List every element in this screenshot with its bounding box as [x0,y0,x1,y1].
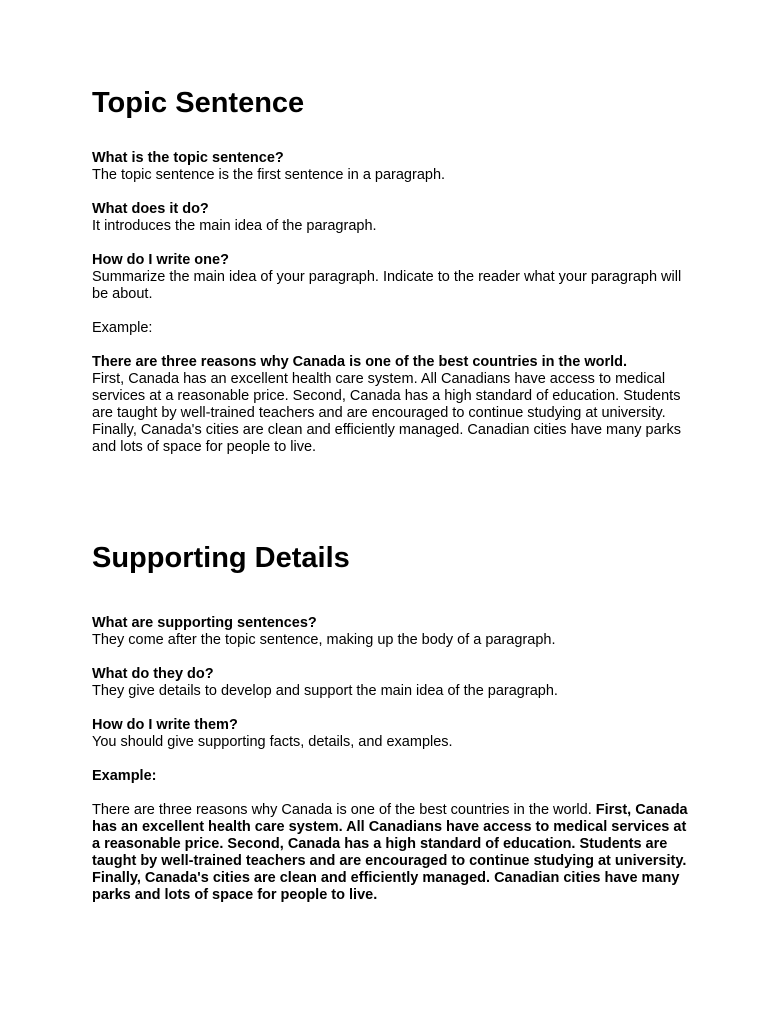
qa-block [92,252,692,303]
answer-text: The topic sentence is the first sentence in a paragraph. [92,167,446,183]
example-label-block [92,768,692,785]
example-supporting-details: First, Canada has an excellent health care system. All Canadians have access to medical services at a reasonable price. Second, Canada has a high standard of education. Students are taught by well-trained teachers and are encouraged to continue studying at university. Finally, Canada's cities are clean and efficiently managed. Canadian cities have many parks and lots of space for people to live. [92,802,688,903]
qa-block [92,150,692,184]
example-paragraph [92,802,692,904]
answer-text: You should give supporting facts, details, and examples. [92,734,453,750]
qa-block [92,201,692,235]
answer-text: They come after the topic sentence, making up the body of a paragraph. [92,632,556,648]
topic-sentence-section [92,86,692,456]
supporting-details-heading: Supporting Details [92,542,350,574]
answer-text: Summarize the main idea of your paragraph. Indicate to the reader what your paragraph will be about. [92,269,682,302]
example-label-block [92,320,692,337]
example-paragraph [92,354,692,456]
example-body-text: First, Canada has an excellent health care system. All Canadians have access to medical services at a reasonable price. Second, Canada has a high standard of education. Students are taught by well-trained teachers and are encouraged to continue studying at university. Finally, Canada's cities are clean and efficiently managed. Canadian cities have many parks and lots of space for people to live. [92,371,681,455]
question-text: How do I write them? [92,717,238,733]
qa-block [92,666,692,700]
answer-text: It introduces the main idea of the paragraph. [92,218,377,234]
topic-sentence-heading: Topic Sentence [92,87,305,119]
qa-block [92,615,692,649]
example-topic-sentence: There are three reasons why Canada is one of the best countries in the world. [92,802,592,818]
question-text: How do I write one? [92,252,229,268]
question-text: What are supporting sentences? [92,615,317,631]
question-text: What is the topic sentence? [92,150,284,166]
qa-block [92,717,692,751]
question-text: What do they do? [92,666,214,682]
example-label: Example: [92,768,157,784]
answer-text: They give details to develop and support the main idea of the paragraph. [92,683,558,699]
question-text: What does it do? [92,201,209,217]
example-label: Example: [92,320,153,336]
supporting-details-section [92,541,692,904]
example-topic-sentence: There are three reasons why Canada is one of the best countries in the world. [92,354,628,370]
